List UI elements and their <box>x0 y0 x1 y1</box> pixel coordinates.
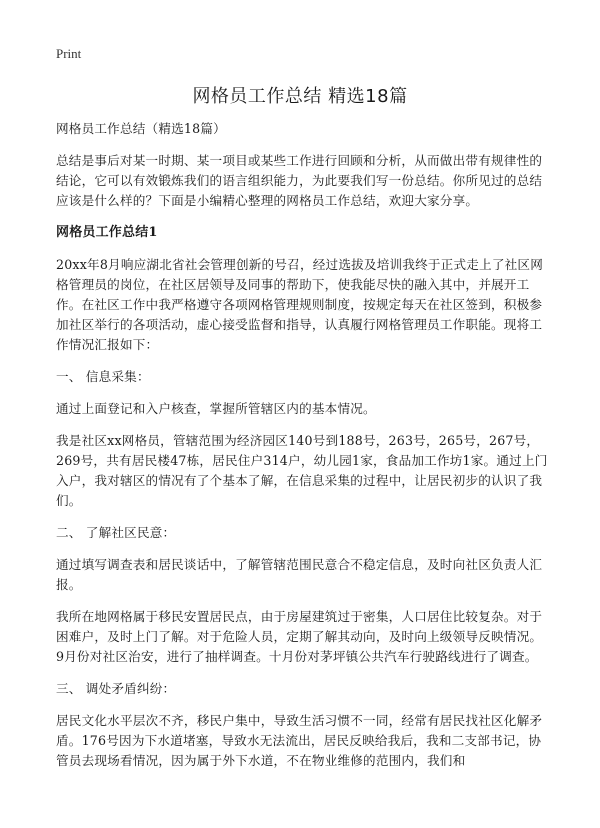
list-heading-mediate-disputes: 三、 调处矛盾纠纷： <box>56 681 176 696</box>
list-heading-info-collection: 一、 信息采集： <box>56 369 150 384</box>
intro-paragraph: 总结是事后对某一时期、某一项目或某些工作进行回顾和分析，从而做出带有规律性的结论，它可以有效锻炼我们的语言组织能力，为此要我们写一份总结。你所见过的总结应该是什么样的？下面是小编精心整理的网格员工作总结，欢迎大家分享。 <box>56 153 543 208</box>
print-link[interactable]: Print <box>56 46 82 61</box>
paragraph: 我是社区xx网格员，管辖范围为经济园区140号到188号，263号，265号，267号，269号，共有居民楼47栋，居民住户314户，幼儿园1家，食品加工作坊1家。通过上门入户，我对辖区的情况有了个基本了解，在信息采集的过程中，让居民初步的认识了我们。 <box>56 433 548 508</box>
page-title: 网格员工作总结 精选18篇 <box>192 86 408 107</box>
paragraph: 通过上面登记和入户核查，掌握所管辖区内的基本情况。 <box>56 401 376 416</box>
paragraph: 通过填写调查表和居民谈话中，了解管辖范围民意合不稳定信息，及时向社区负责人汇报。 <box>56 557 543 592</box>
paragraph: 20xx年8月响应湖北省社会管理创新的号召，经过选拔及培训我终于正式走上了社区网格管理员的岗位，在社区居领导及同事的帮助下，使我能尽快的融入其中，并展开工作。在社区工作中我严格遵守各项网格管理规则制度，按规定每天在社区签到，积极参加社区举行的各项活动，虚心接受监督和指导，认真履行网格管理员工作职能。现将工作情况汇报如下： <box>56 257 544 352</box>
section-heading: 网格员工作总结1 <box>56 225 158 240</box>
subtitle: 网格员工作总结（精选18篇） <box>56 121 226 136</box>
paragraph: 我所在地网格属于移民安置居民点，由于房屋建筑过于密集，人口居住比较复杂。对于困难户，及时上门了解。对于危险人员，定期了解其动向，及时向上级领导反映情况。9月份对社区治安，进行了抽样调查。十月份对茅坪镇公共汽车行驶路线进行了调查。 <box>56 609 543 664</box>
article-body <box>56 119 548 783</box>
paragraph: 居民文化水平层次不齐，移民户集中，导致生活习惯不一同，经常有居民找社区化解矛盾。176号因为下水道堵塞，导致水无法流出，居民反映给我后，我和二支部书记，协管员去现场看情况，因为属于外下水道，不在物业维修的范围内，我们和 <box>56 713 543 768</box>
list-heading-public-opinion: 二、 了解社区民意： <box>56 525 176 540</box>
